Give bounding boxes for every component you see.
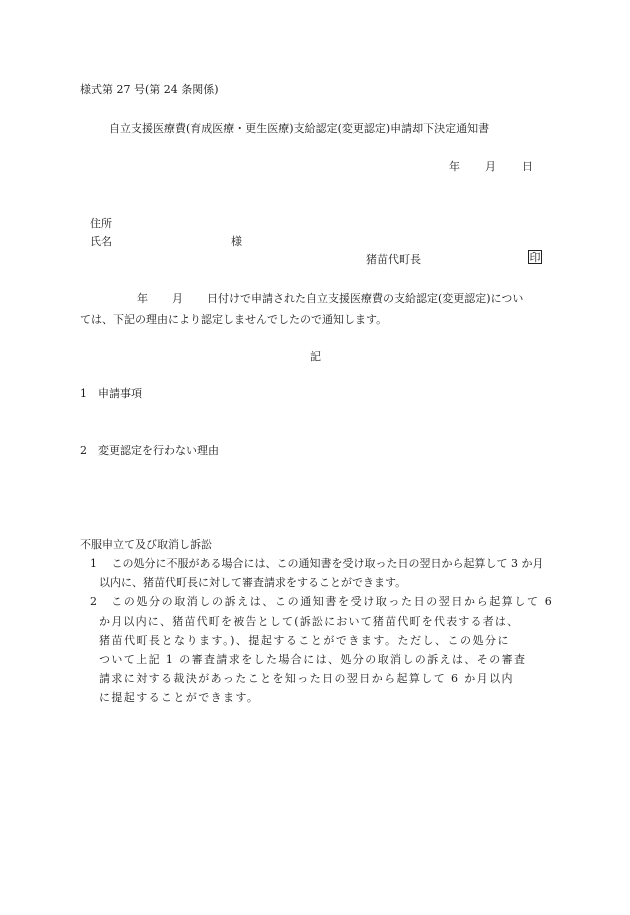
name-label: 氏名 bbox=[90, 235, 112, 248]
appeal-p2-line-4: ついて上記 1 の審査請求をした場合には、処分の取消しの訴えは、その審査 bbox=[99, 653, 527, 666]
appeal-p1-line-2: 以内に、猪苗代町長に対して審査請求をすることができます。 bbox=[99, 576, 407, 589]
body-line-2: ては、下記の理由により認定しませんでしたので通知します。 bbox=[80, 313, 388, 326]
address-label: 住所 bbox=[90, 217, 112, 230]
appeal-p2-line-3: 猪苗代町長となります。)、提起することができます。ただし、この処分に bbox=[99, 634, 511, 647]
appeal-p2-line-5: 請求に対する裁決があったことを知った日の翌日から起算して 6 か月以内 bbox=[99, 672, 514, 685]
appeal-heading: 不服申立て及び取消し訴訟 bbox=[80, 538, 212, 551]
appeal-p1-line-1: 1 この処分に不服がある場合には、この通知書を受け取った日の翌日から起算して 3 か月 bbox=[90, 557, 544, 570]
seal-mark: 印 bbox=[529, 250, 541, 264]
appeal-p2-line-6: に提起することができます。 bbox=[99, 691, 260, 704]
body-year-label: 年 bbox=[137, 292, 148, 305]
item-reason: 2 変更認定を行わない理由 bbox=[80, 444, 219, 457]
body-month-label: 月 bbox=[172, 292, 183, 305]
body-line-1: 日付けで申請された自立支援医療費の支給認定(変更認定)につい bbox=[207, 292, 524, 305]
document-title: 自立支援医療費(育成医療・更生医療)支給認定(変更認定)申請却下決定通知書 bbox=[109, 122, 490, 135]
item-application-matters: 1 申請事項 bbox=[80, 387, 142, 400]
date-month-label: 月 bbox=[485, 160, 496, 173]
date-day-label: 日 bbox=[522, 160, 533, 173]
ki-heading: 記 bbox=[310, 350, 321, 363]
honorific-sama: 様 bbox=[231, 235, 242, 248]
date-year-label: 年 bbox=[449, 160, 460, 173]
appeal-p2-line-1: 2 この処分の取消しの訴えは、この通知書を受け取った日の翌日から起算して 6 bbox=[90, 595, 554, 608]
form-number: 様式第 27 号(第 24 条関係) bbox=[80, 83, 219, 96]
issuer-title: 猪苗代町長 bbox=[366, 253, 421, 266]
appeal-p2-line-2: か月以内に、猪苗代町を被告として(訴訟において猪苗代町を代表する者は、 bbox=[99, 615, 520, 628]
